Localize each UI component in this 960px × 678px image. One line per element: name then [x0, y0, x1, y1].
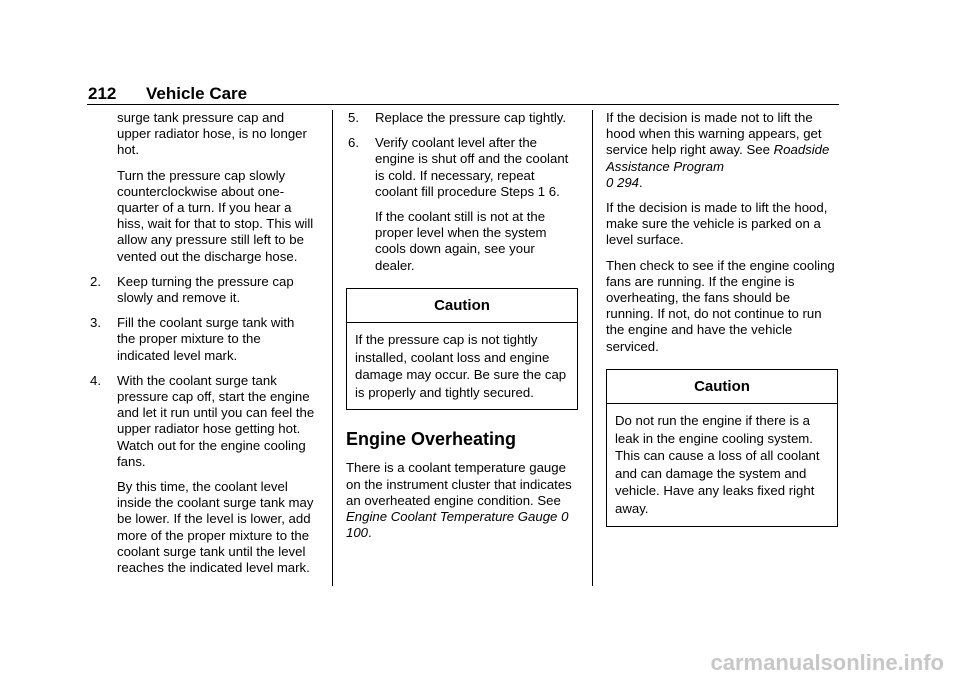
column-divider-2	[592, 110, 593, 586]
caution-text: Do not run the engine if there is a leak in the engine cooling system. This can cause a loss of all coolant and can damage the system and vehicle. Have any leaks fixed right away.	[615, 413, 820, 517]
caution-text: If the pressure cap is not tightly installed, coolant loss and engine damage may occur. Be sure the cap is properly and tightly secured.	[355, 332, 567, 400]
caution-title: Caution	[347, 289, 577, 323]
caution-title: Caution	[607, 370, 837, 404]
watermark: carmanualsonline.info	[710, 650, 944, 675]
caution-box-pressure-cap	[346, 288, 578, 411]
step-4-note: By this time, the coolant level inside the coolant surge tank may be lower. If the level is lower, add more of the proper mixture to the coolant surge tank until the level reaches the indicated level mark.	[117, 479, 314, 576]
cross-reference-link[interactable]: Roadside Assistance Program	[606, 142, 830, 174]
cross-reference-link[interactable]: Engine Coolant Temperature Gauge	[346, 509, 558, 525]
paragraph-end: .	[368, 525, 372, 541]
column-3	[606, 110, 838, 539]
list-item-step-5	[346, 110, 578, 126]
overheating-paragraph	[346, 460, 578, 541]
step-6-note: If the coolant still is not at the proper level when the system cools down again, see your dealer.	[375, 209, 547, 273]
step-text: Fill the coolant surge tank with the proper mixture to the indicated level mark.	[117, 315, 295, 363]
step-text: Verify coolant level after the engine is shut off and the coolant is cold. If necessary, repeat coolant fill procedure Steps 1 6.	[375, 135, 569, 199]
section-title: Vehicle Care	[146, 84, 248, 103]
list-item-step-4	[88, 373, 316, 470]
step-number: 2.	[90, 273, 101, 289]
page-number: 212	[88, 84, 117, 103]
section-heading-engine-overheating: Engine Overheating	[346, 429, 517, 450]
level-surface-paragraph: If the decision is made to lift the hood, make sure the vehicle is parked on a level surface.	[606, 200, 828, 248]
paragraph-text: There is a coolant temperature gauge on the instrument cluster that indicates an overheated engine condition. See	[346, 460, 572, 508]
cooling-fans-paragraph: Then check to see if the engine cooling fans are running. If the engine is overheating, the fans should be running. If not, do not continue to run the engine and have the vehicle serviced.	[606, 257, 835, 354]
step-number: 5.	[348, 110, 359, 125]
step-number: 4.	[90, 372, 101, 388]
step-text: Replace the pressure cap tightly.	[375, 110, 567, 125]
step-1-note: Turn the pressure cap slowly counterclockwise about one-quarter of a turn. If you hear a hiss, wait for that to stop. This will allow any pressure still left to be vented out the discharge hose.	[117, 167, 314, 264]
page-reference[interactable]: 0 100	[346, 509, 569, 541]
header-rule	[87, 104, 839, 105]
list-item-step-2	[88, 274, 316, 306]
roadside-paragraph	[606, 110, 838, 191]
step-text: Keep turning the pressure cap slowly and remove it.	[117, 273, 294, 306]
list-item-step-3	[88, 315, 316, 364]
page-header	[88, 84, 838, 104]
column-1	[88, 110, 316, 585]
page-reference[interactable]: 0 294	[606, 174, 640, 190]
step-text: With the coolant surge tank pressure cap off, start the engine and let it run until you can feel the upper radiator hose getting hot. Watch out for the engine cooling fans.	[117, 372, 315, 469]
caution-box-coolant-leak	[606, 369, 838, 527]
step-number: 3.	[90, 315, 101, 331]
paragraph-end: .	[639, 174, 643, 190]
column-divider-1	[332, 110, 333, 586]
list-item-step-6	[346, 135, 578, 200]
step-1-continued: surge tank pressure cap and upper radiator hose, is no longer hot.	[117, 110, 307, 158]
column-2	[346, 110, 578, 550]
step-number: 6.	[348, 135, 359, 151]
paragraph-text: If the decision is made not to lift the hood when this warning appears, get service help right away. See	[606, 110, 822, 158]
